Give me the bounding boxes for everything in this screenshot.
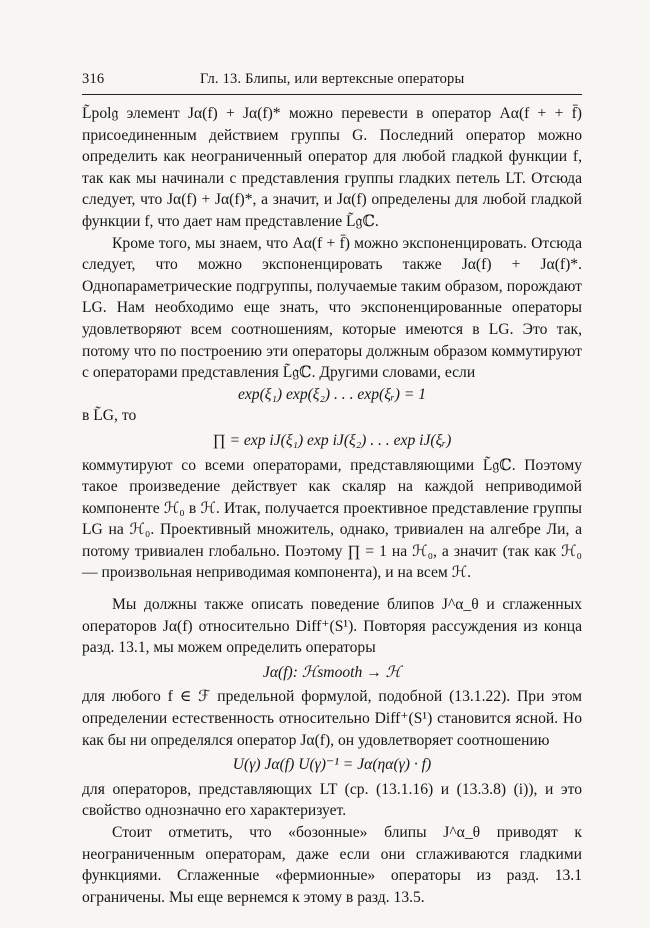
paragraph-1: L̃pol𝔤 элемент Jα(f) + Jα(f)* можно перевести в оператор Aα(f + + f̄) присоединенным действием группы G. Последний оператор можно определить как неограниченный оператор для любой гладкой функции f, так как мы начинали с представления группы гладких петель LT. Отсюда следует, что Jα(f) + Jα(f)*, а значит, и Jα(f) определены для любой гладкой функции f, что дает нам представление L̃𝔤ℂ. [82,105,582,230]
paragraph-in-lg: в L̃G, то [82,407,137,425]
equation-operator-map: Jα(f): ℋsmooth → ℋ [262,663,402,681]
header-rule [82,94,582,95]
equation-product-definition: ∏ = exp iJ(ξ₁) exp iJ(ξ₂) . . . exp iJ(ξᵣ) [212,431,452,449]
paragraph-6: для операторов, представляющих LT (ср. (13.1.16) и (13.3.8) (i)), и это свойство однозначно его характеризует. [82,780,582,820]
equation-exp-product: exp(ξ₁) exp(ξ₂) . . . exp(ξᵣ) = 1 [237,385,427,403]
page-number: 316 [82,71,105,87]
paragraph-5: для любого f ∈ ℱ предельной формулой, подобной (13.1.22). При этом определении естественность относительно Diff⁺(S¹) становится ясной. Но как бы ни определялся оператор Jα(f), он удовлетворяет соотношению [82,688,583,749]
running-title: Гл. 13. Блипы, или вертексные операторы [200,71,465,87]
equation-covariance: U(γ) Jα(f) U(γ)⁻¹ = Jα(ηα(γ) · f) [232,756,432,774]
paragraph-2: Кроме того, мы знаем, что Aα(f + f̄) можно экспоненцировать. Отсюда следует, что можно экспоненцировать также Jα(f) + Jα(f)*. Однопараметрические подгруппы, получаемые таким образом, порождают LG. Нам необходимо еще знать, что экспоненцированные операторы удовлетворяют всем соотношениям, которые имеются в LG. Это так, потому что по построению эти операторы должным образом коммутируют с операторами представления L̃𝔤ℂ. Другими словами, если [82,234,582,382]
paragraph-3: коммутируют со всеми операторами, представляющими L̃𝔤ℂ. Поэтому такое произведение действует как скаляр на каждой неприводимой компоненте ℋ₀ в ℋ. Итак, получается проективное представление группы LG на ℋ₀. Проективный множитель, однако, тривиален на алгебре Ли, а потому тривиален глобально. Поэтому ∏ = 1 на ℋ₀, а значит (так как ℋ₀ — произвольная неприводимая компонента), и на всем ℋ. [82,456,582,582]
page-body [82,103,582,908]
paragraph-4: Мы должны также описать поведение блипов J^α_θ и сглаженных операторов Jα(f) относительно Diff⁺(S¹). Повторяя рассуждения из конца разд. 13.1, мы можем определить операторы [82,596,582,657]
paragraph-7: Стоит отметить, что «бозонные» блипы J^α_θ приводят к неограниченным операторам, даже если они сглаживаются гладкими функциями. Сглаженные «фермионные» операторы из разд. 13.1 ограничены. Мы еще вернемся к этому в разд. 13.5. [82,824,582,906]
